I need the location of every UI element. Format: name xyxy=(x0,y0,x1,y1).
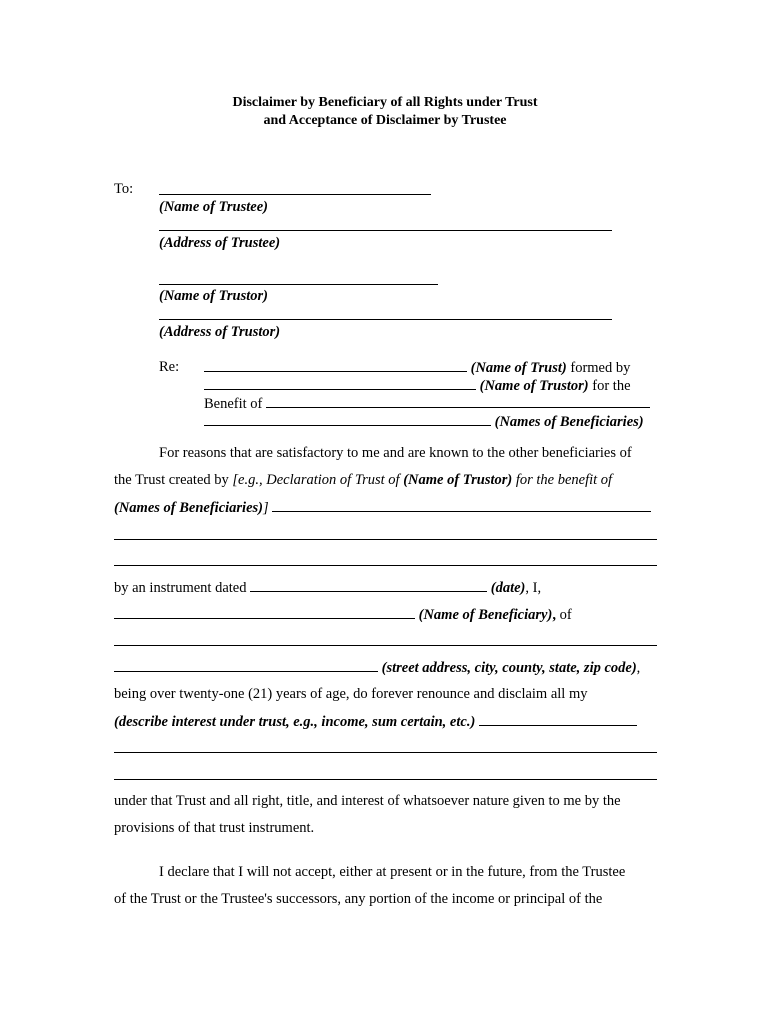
trust-description-blank-2[interactable] xyxy=(114,539,657,540)
street-address-line xyxy=(114,658,640,677)
under-trust-line-1: under that Trust and all right, title, and interest of whatsoever nature given to me by the xyxy=(114,793,621,809)
example-declaration-text: [e.g., Declaration of Trust of xyxy=(232,472,400,488)
i-text: , I, xyxy=(525,580,542,596)
to-label: To: xyxy=(114,181,134,197)
trust-description-blank-1[interactable] xyxy=(272,498,651,512)
for-the-text: for the xyxy=(592,378,631,394)
beneficiaries-blank-1[interactable] xyxy=(266,394,650,408)
of-text: of xyxy=(559,607,572,623)
street-comma: , xyxy=(636,660,641,676)
example-beneficiaries-label: (Names of Beneficiaries) xyxy=(114,500,263,516)
re-name-of-trustor-label: (Name of Trustor) xyxy=(479,378,589,394)
beneficiary-name-line xyxy=(114,605,572,624)
name-of-trust-label: (Name of Trust) xyxy=(470,360,567,376)
name-of-beneficiary-label: (Name of Beneficiary) xyxy=(418,607,553,623)
name-of-trustee-label: (Name of Trustee) xyxy=(159,199,268,215)
address-of-trustee-label: (Address of Trustee) xyxy=(159,235,281,251)
street-address-label: (street address, city, county, state, zip code) xyxy=(381,660,637,676)
interest-blank-2[interactable] xyxy=(114,752,657,753)
renounce-line: being over twenty-one (21) years of age, do forever renounce and disclaim all my xyxy=(114,686,588,702)
re-trustor-blank[interactable] xyxy=(204,376,476,390)
name-of-trustor-label: (Name of Trustor) xyxy=(159,288,269,304)
formed-by-text: formed by xyxy=(570,360,631,376)
trust-name-blank[interactable] xyxy=(204,358,467,372)
trustor-name-blank[interactable] xyxy=(159,284,438,285)
instrument-dated-line xyxy=(114,578,541,597)
names-of-beneficiaries-label: (Names of Beneficiaries) xyxy=(494,414,644,430)
re-label: Re: xyxy=(159,359,180,375)
describe-interest-label: (describe interest under trust, e.g., income, sum certain, etc.) xyxy=(114,714,476,730)
street-address-blank-1[interactable] xyxy=(114,645,657,646)
document-title-line-1: Disclaimer by Beneficiary of all Rights under Trust xyxy=(232,95,538,110)
trustee-name-blank[interactable] xyxy=(159,194,431,195)
interest-blank-3[interactable] xyxy=(114,779,657,780)
re-line-4 xyxy=(204,412,644,431)
trust-created-by-text: the Trust created by xyxy=(114,472,229,488)
document-title-line-2: and Acceptance of Disclaimer by Trustee xyxy=(263,113,507,128)
date-label: (date) xyxy=(490,580,526,596)
street-address-blank-2[interactable] xyxy=(114,658,378,672)
re-line-2 xyxy=(204,376,631,395)
interest-blank-1[interactable] xyxy=(479,712,637,726)
trust-description-blank-3[interactable] xyxy=(114,565,657,566)
paragraph-2-line-2: of the Trust or the Trustee's successors, any portion of the income or principal of the xyxy=(114,891,603,907)
beneficiaries-blank-2[interactable] xyxy=(204,412,491,426)
for-benefit-of-text: for the benefit of xyxy=(515,472,613,488)
trustee-address-blank[interactable] xyxy=(159,230,612,231)
beneficiary-comma: , xyxy=(552,607,556,623)
instrument-dated-text: by an instrument dated xyxy=(114,580,247,596)
trustor-address-blank[interactable] xyxy=(159,319,612,320)
re-line-1 xyxy=(204,358,630,377)
paragraph-1-line-3 xyxy=(114,498,651,517)
date-blank[interactable] xyxy=(250,578,487,592)
example-trustor-label: (Name of Trustor) xyxy=(403,472,513,488)
paragraph-2-line-1: I declare that I will not accept, either at present or in the future, from the Trustee xyxy=(159,864,626,880)
address-of-trustor-label: (Address of Trustor) xyxy=(159,324,281,340)
paragraph-1-line-2 xyxy=(114,471,612,489)
beneficiary-name-blank[interactable] xyxy=(114,605,415,619)
describe-interest-line xyxy=(114,712,637,731)
re-line-3 xyxy=(204,394,650,413)
benefit-of-text: Benefit of xyxy=(204,396,263,412)
under-trust-line-2: provisions of that trust instrument. xyxy=(114,820,315,836)
paragraph-1-line-1: For reasons that are satisfactory to me and are known to the other beneficiaries of xyxy=(159,445,632,461)
bracket-close: ] xyxy=(263,500,269,516)
